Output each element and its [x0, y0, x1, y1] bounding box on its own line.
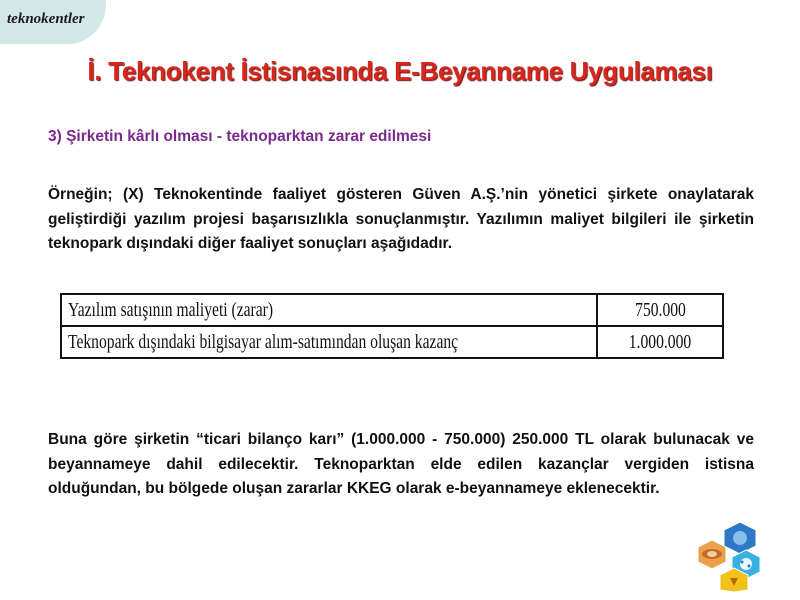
- conclusion-paragraph: Buna göre şirketin “ticari bilanço karı” (1.000.000 - 750.000) 250.000 TL olarak bulunacak ve beyannameye dahil edilecektir. Teknoparktan elde edilen kazançlar vergiden istisna olduğundan, bu bölgede oluşan zararlar KKEG olarak e-beyannameye eklenecektir.: [48, 431, 754, 497]
- page-title: İ. Teknokent İstisnasında E-Beyanname Uygulaması: [87, 56, 713, 86]
- section-subtitle: 3) Şirketin kârlı olması - teknoparktan zarar edilmesi: [48, 128, 432, 145]
- example-paragraph: Örneğin; (X) Teknokentinde faaliyet gösteren Güven A.Ş.’nin yönetici şirkete onaylatarak geliştirdiği yazılım projesi başarısızlıkla sonuçlanmıştır. Yazılımın maliyet bilgileri ile şirketin teknopark dışındaki diğer faaliyet sonuçları aşağıdadır.: [48, 186, 754, 252]
- logo-text: teknokentler: [7, 11, 85, 27]
- table-cell-label: Teknopark dışındaki bilgisayar alım-satımından oluşan kazanç: [61, 326, 597, 358]
- table-cell-value: 750.000: [597, 294, 723, 326]
- table-row: [61, 294, 723, 326]
- technology-collage-icon: [694, 520, 766, 592]
- table-cell-value: 1.000.000: [597, 326, 723, 358]
- table-row: [61, 326, 723, 358]
- logo-tab: [0, 0, 106, 44]
- cost-table: [60, 293, 724, 359]
- table-cell-label: Yazılım satışının maliyeti (zarar): [61, 294, 597, 326]
